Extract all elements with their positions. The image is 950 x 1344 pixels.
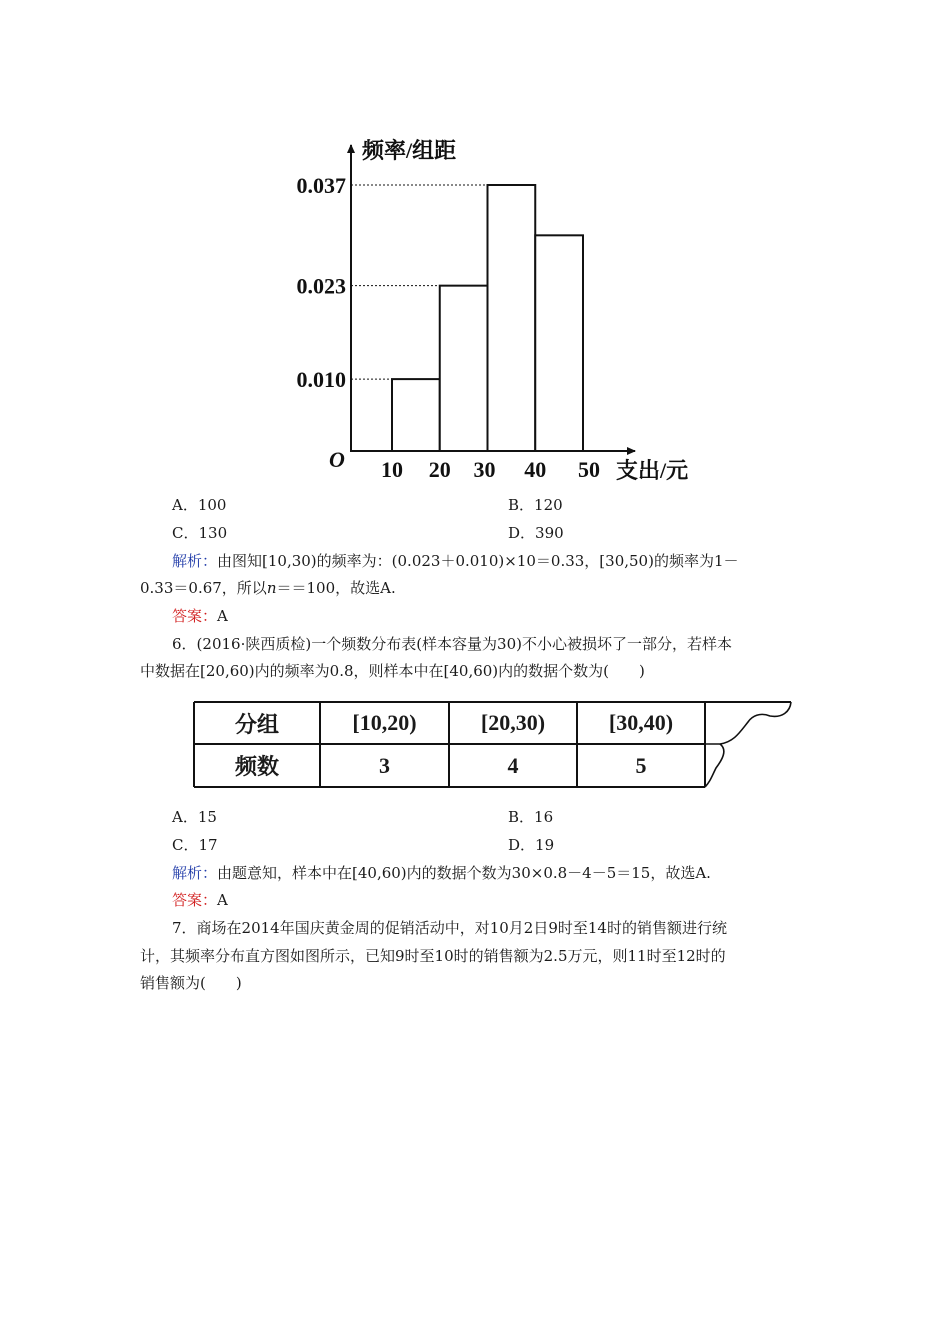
group-cell: [30,40) bbox=[608, 710, 674, 735]
y-axis-label: 频率/组距 bbox=[362, 138, 457, 163]
x-tick-label: 40 bbox=[524, 457, 547, 482]
q6-option-c bbox=[172, 835, 218, 855]
option-key: A． bbox=[172, 808, 198, 826]
option-key: C． bbox=[172, 836, 199, 854]
option-key: B． bbox=[508, 808, 535, 826]
option-value: 100 bbox=[197, 496, 227, 514]
option-value: 19 bbox=[535, 836, 555, 854]
option-key: B． bbox=[508, 496, 535, 514]
x-axis-label: 支出/元 bbox=[616, 458, 689, 483]
count-cell: 3 bbox=[379, 752, 390, 778]
x-tick-label: 20 bbox=[428, 457, 451, 482]
option-value: 390 bbox=[535, 524, 564, 542]
y-tick-label: 0.037 bbox=[296, 173, 346, 198]
q6-answer bbox=[172, 890, 228, 910]
origin-label: O bbox=[329, 447, 345, 472]
answer-value: A bbox=[217, 607, 228, 625]
option-key: D． bbox=[508, 524, 536, 542]
q6-stem-line1: 6．(2016·陕西质检)一个频数分布表(样本容量为30)不小心被损坏了一部分，若样本 bbox=[172, 635, 732, 653]
option-key: A． bbox=[172, 496, 198, 514]
y-tick-label: 0.023 bbox=[296, 273, 346, 299]
q7-stem-line1: 7．商场在2014年国庆黄金周的促销活动中，对10月2日9时至14时的销售额进行统 bbox=[172, 919, 727, 937]
q6-option-a bbox=[172, 807, 217, 827]
analysis-label: 解析： bbox=[172, 864, 218, 882]
analysis-text: 0.33＝0.67，所以 bbox=[140, 579, 267, 597]
option-value: 17 bbox=[198, 836, 218, 854]
option-value: 15 bbox=[197, 808, 217, 826]
y-tick-label: 0.010 bbox=[296, 367, 346, 393]
row-header-group: 分组 bbox=[234, 711, 279, 737]
q6-stem-line2: 中数据在[20,60)内的频率为0.8，则样本中在[40,60)内的数据个数为( ) bbox=[140, 662, 645, 680]
q6-analysis bbox=[172, 863, 711, 883]
option-value: 120 bbox=[534, 496, 563, 514]
option-value: 16 bbox=[534, 808, 554, 826]
q6-option-b bbox=[508, 807, 553, 827]
option-value: 130 bbox=[198, 524, 228, 542]
answer-label: 答案： bbox=[172, 891, 218, 909]
option-key: C． bbox=[172, 524, 199, 542]
x-tick-label: 50 bbox=[578, 457, 600, 482]
count-cell: 4 bbox=[507, 752, 519, 778]
answer-value: A bbox=[217, 891, 228, 909]
torn-edge bbox=[705, 744, 724, 787]
x-tick-label: 30 bbox=[473, 457, 496, 482]
analysis-text: 由题意知，样本中在[40,60)内的数据个数为30×0.8－4－5＝15，故选A. bbox=[217, 864, 711, 882]
x-tick-label: 10 bbox=[381, 457, 403, 482]
q7-stem-line2: 计，其频率分布直方图如图所示，已知9时至10时的销售额为2.5万元，则11时至12时的 bbox=[140, 947, 726, 965]
group-cell: [10,20) bbox=[352, 710, 417, 735]
analysis-text: ＝＝100，故选A. bbox=[276, 579, 396, 597]
analysis-label: 解析： bbox=[172, 552, 218, 570]
q6-option-d bbox=[508, 835, 554, 855]
answer-label: 答案： bbox=[172, 607, 218, 625]
torn-edge bbox=[705, 702, 791, 744]
analysis-text: 由图知[10,30)的频率为：(0.023＋0.010)×10＝0.33，[30,50)的频率为1－ bbox=[217, 552, 739, 570]
group-cell: [20,30) bbox=[480, 710, 546, 735]
row-header-count: 频数 bbox=[234, 754, 279, 779]
variable-n: n bbox=[266, 579, 277, 597]
option-key: D． bbox=[508, 836, 536, 854]
q7-stem-line3: 销售额为( ) bbox=[140, 974, 242, 992]
count-cell: 5 bbox=[635, 752, 647, 778]
